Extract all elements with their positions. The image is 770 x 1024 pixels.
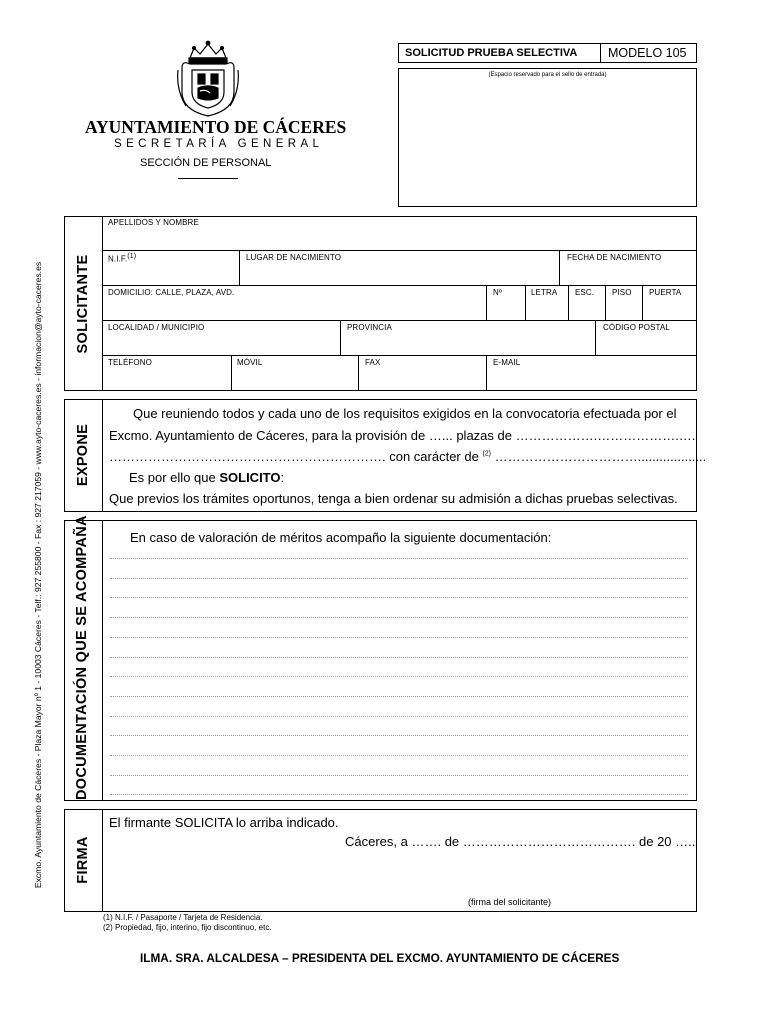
doc-line[interactable] — [110, 597, 688, 598]
letra-field[interactable] — [526, 298, 567, 319]
expone-line-3: ………………………………………………………. con carácter de $^{(2)}$ ……………………………................... — [109, 449, 707, 464]
doc-line[interactable] — [110, 735, 688, 736]
signature-area[interactable] — [103, 856, 696, 894]
contact-sidebar: Excmo. Ayuntamiento de Cáceres - Plaza Mayor nº 1 - 10003 Cáceres - Telf.: 927 255800 - Fax : 927 217059 - www.ayto-caceres.es - informacion@ayto-caceres.es — [33, 261, 43, 889]
addressee: ILMA. SRA. ALCALDESA – PRESIDENTA DEL EXCMO. AYUNTAMIENTO DE CÁCERES — [140, 951, 620, 965]
documentacion-intro: En caso de valoración de méritos acompaño la siguiente documentación: — [130, 530, 552, 545]
doc-line[interactable] — [110, 755, 688, 756]
label-letra: LETRA — [531, 288, 558, 297]
section-name: SECCIÓN DE PERSONAL — [140, 157, 272, 169]
label-lugar-nacimiento: LUGAR DE NACIMIENTO — [246, 253, 342, 262]
documentacion-divider — [102, 520, 103, 801]
expone-line-4: Es por ello que SOLICITO: — [129, 470, 285, 485]
doc-line[interactable] — [110, 716, 688, 717]
domicilio-field[interactable] — [103, 298, 485, 319]
esc-field[interactable] — [569, 298, 604, 319]
label-codigo-postal: CÓDIGO POSTAL — [603, 323, 670, 332]
label-email: E-MAIL — [493, 358, 521, 367]
expone-line-1: Que reuniendo todos y cada uno de los requisitos exigidos en la convocatoria efectuada por el — [133, 406, 677, 421]
piso-field[interactable] — [606, 298, 641, 319]
label-nif: N.I.F.$^{(1)}$ — [108, 253, 137, 264]
label-fax: FAX — [365, 358, 381, 367]
provincia-field[interactable] — [341, 333, 594, 354]
doc-line[interactable] — [110, 558, 688, 559]
doc-line[interactable] — [110, 617, 688, 618]
puerta-field[interactable] — [643, 298, 696, 319]
label-esc: ESC. — [575, 288, 595, 297]
documentacion-title: DOCUMENTACIÓN QUE SE ACOMPAÑA — [74, 515, 90, 800]
signature-note: (firma del solicitante) — [468, 897, 552, 907]
form-title: SOLICITUD PRUEBA SELECTIVA — [405, 47, 578, 59]
movil-field[interactable] — [232, 368, 357, 390]
codigo-postal-field[interactable] — [596, 333, 696, 354]
footnote-1: (1) N.I.F. / Pasaporte / Tarjeta de Residencia. — [103, 913, 263, 922]
lugar-nacimiento-field[interactable] — [240, 263, 558, 284]
firma-title: FIRMA — [75, 836, 91, 884]
fax-field[interactable] — [359, 368, 485, 390]
apellidos-field[interactable] — [103, 229, 696, 249]
label-provincia: PROVINCIA — [347, 323, 392, 332]
coat-of-arms-icon — [176, 40, 240, 118]
localidad-field[interactable] — [103, 333, 339, 354]
label-localidad: LOCALIDAD / MUNICIPIO — [108, 323, 205, 332]
label-fecha-nacimiento: FECHA DE NACIMIENTO — [567, 253, 662, 262]
section-underline — [178, 178, 238, 179]
stamp-box[interactable] — [398, 68, 697, 207]
label-piso: PISO — [612, 288, 632, 297]
doc-line[interactable] — [110, 578, 688, 579]
telefono-field[interactable] — [103, 368, 230, 390]
firma-line-2: Cáceres, a ……. de …………………………………. de 20 ….. — [345, 834, 696, 849]
label-telefono: TELÉFONO — [108, 358, 152, 367]
numero-field[interactable] — [487, 298, 524, 319]
doc-line[interactable] — [110, 696, 688, 697]
expone-line-2: Excmo. Ayuntamiento de Cáceres, para la provisión de …... plazas de ……………….……………….…. — [109, 428, 696, 443]
doc-line[interactable] — [110, 637, 688, 638]
nif-field[interactable] — [103, 263, 238, 284]
firma-line-1: El firmante SOLICITA lo arriba indicado. — [109, 815, 339, 830]
city-hall-name: AYUNTAMIENTO DE CÁCERES — [85, 117, 347, 137]
doc-line[interactable] — [110, 775, 688, 776]
stamp-note: (Espacio reservado para el sello de entrada) — [488, 72, 607, 78]
expone-line-5: Que previos los trámites oportunos, tenga a bien ordenar su admisión a dichas pruebas selectivas. — [109, 491, 678, 506]
doc-line[interactable] — [110, 676, 688, 677]
secretaria-general: SECRETARÍA GENERAL — [114, 138, 324, 150]
label-numero: Nº — [493, 288, 502, 297]
doc-line[interactable] — [110, 657, 688, 658]
label-domicilio: DOMICILIO: CALLE, PLAZA, AVD. — [108, 288, 235, 297]
documentacion-section — [64, 515, 697, 801]
label-puerta: PUERTA — [649, 288, 682, 297]
model-number: MODELO 105 — [608, 46, 687, 60]
expone-divider — [102, 399, 103, 512]
label-apellidos: APELLIDOS Y NOMBRE — [108, 218, 199, 227]
label-movil: MÓVIL — [237, 358, 263, 367]
doc-line[interactable] — [110, 794, 688, 795]
footnote-2: (2) Propiedad, fijo, interino, fijo discontinuo, etc. — [103, 923, 272, 932]
fecha-nacimiento-field[interactable] — [560, 263, 696, 284]
expone-title: EXPONE — [75, 423, 91, 487]
solicitante-title: SOLICITANTE — [75, 254, 91, 354]
email-field[interactable] — [487, 368, 696, 390]
